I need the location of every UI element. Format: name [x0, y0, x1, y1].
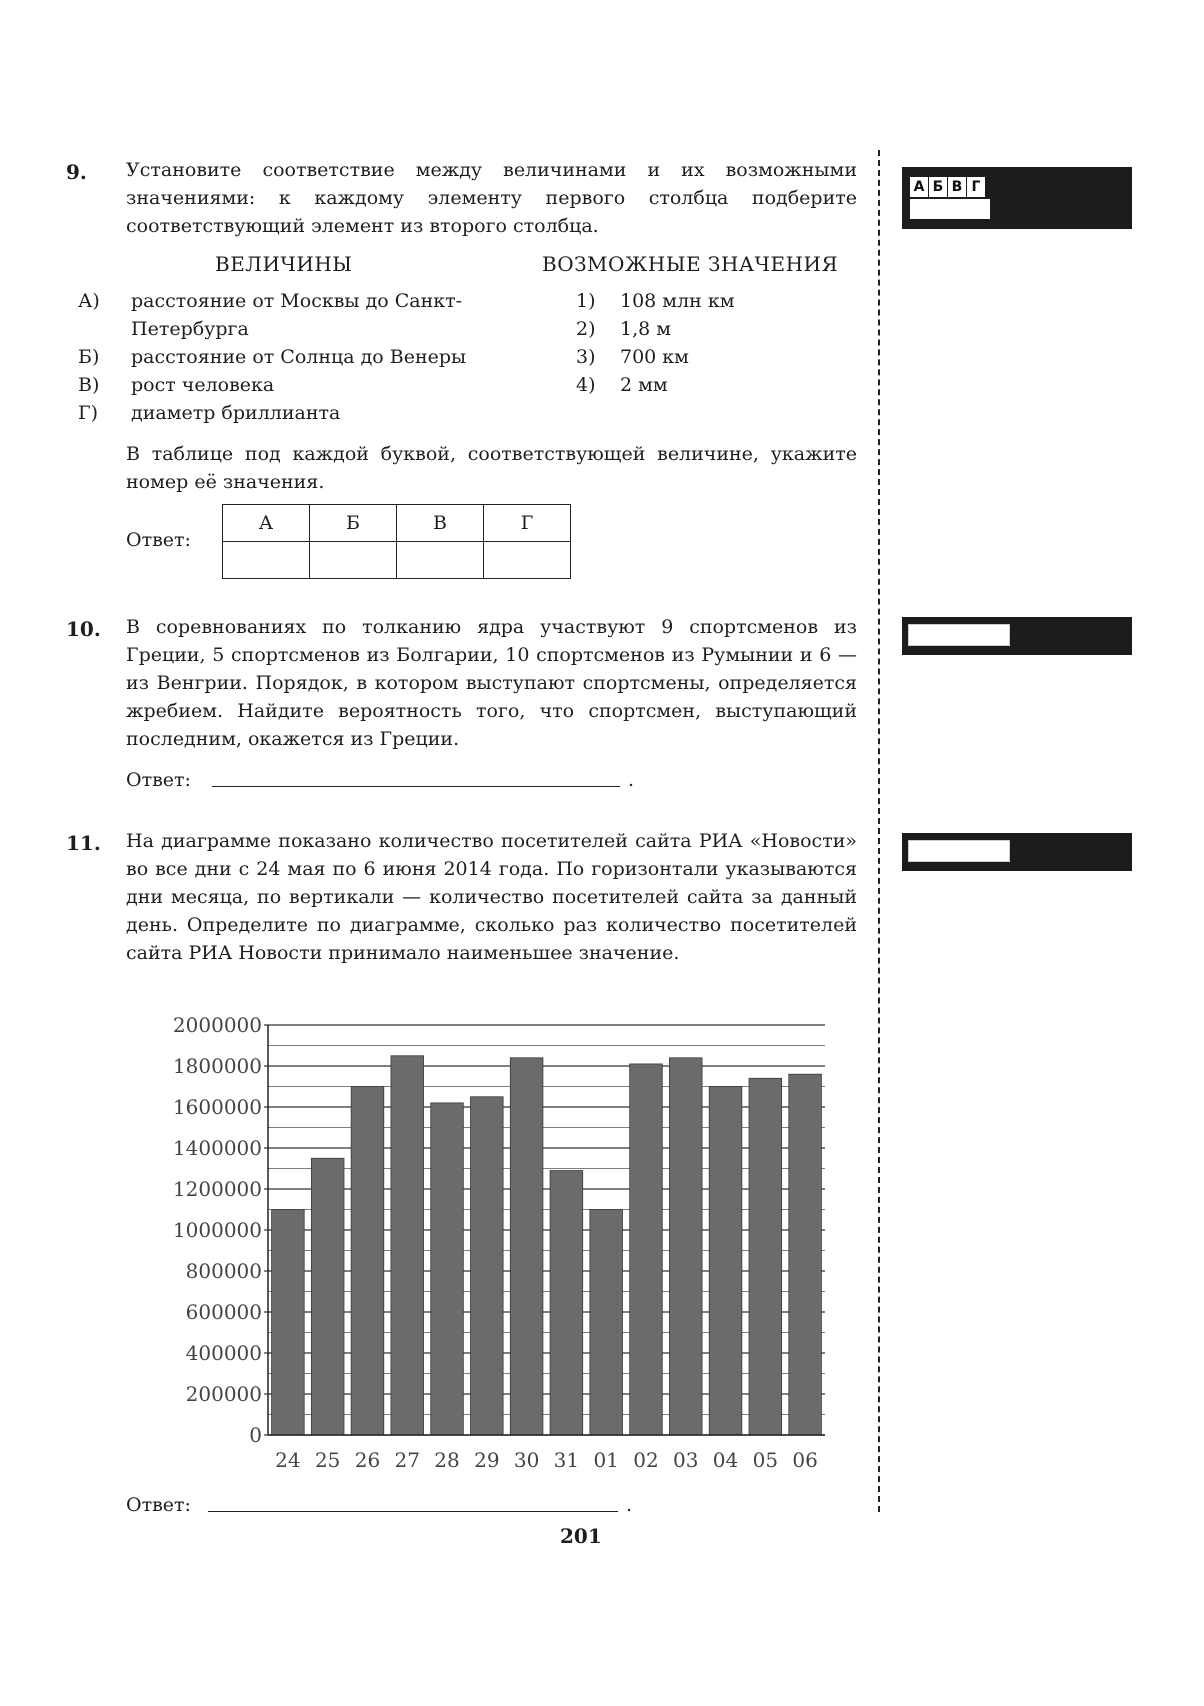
y-tick-label: 800000: [185, 1259, 262, 1283]
q11-side-answer-box: [902, 833, 1132, 871]
item-text: расстояние от Москвы до Санкт-: [131, 290, 463, 312]
x-tick-label: 29: [474, 1448, 500, 1472]
chart-bars: [272, 1056, 822, 1435]
x-tick-label: 04: [712, 1448, 739, 1472]
answer-header-v: В: [397, 505, 484, 542]
bar: [351, 1087, 384, 1436]
q10-side-answer-box: [902, 617, 1132, 655]
item-label: 2): [576, 318, 596, 340]
item-label: 1): [576, 290, 596, 312]
item-label: 4): [576, 374, 596, 396]
answer-header-g: Г: [484, 505, 571, 542]
y-tick-label: 1400000: [172, 1136, 262, 1160]
q11-answer-end: .: [626, 1494, 633, 1516]
item-label: В): [78, 374, 100, 396]
q9-side-answer-box: [902, 167, 1132, 229]
x-tick-label: 02: [633, 1448, 659, 1472]
item-label: А): [78, 290, 100, 312]
q9-right-item: [576, 371, 836, 399]
bar: [669, 1058, 702, 1435]
q9-right-item: [576, 315, 836, 343]
q11-side-input[interactable]: [908, 840, 1010, 862]
q9-right-item: [576, 287, 836, 315]
y-tick-label: 1800000: [172, 1054, 262, 1078]
chart-y-axis: [173, 1013, 268, 1447]
item-label: 3): [576, 346, 596, 368]
page-number: 201: [560, 1524, 602, 1548]
bar: [630, 1064, 663, 1435]
y-tick-label: 1600000: [172, 1095, 262, 1119]
item-text: рост человека: [131, 374, 275, 396]
q10-text: В соревнованиях по толканию ядра участвуют 9 спортсменов из Греции, 5 спортсменов из Болгарии, 10 спортсменов из Румынии и 6 — из Венгрии. Порядок, в котором выступают спортсмены, определяется жребием. Найдите вероятность того, что спортсмен, выступающий последним, окажется из Греции.: [126, 616, 857, 750]
q9-left-item: [78, 287, 498, 315]
x-tick-label: 26: [354, 1448, 381, 1472]
q10-answer-label: Ответ:: [126, 769, 191, 791]
bar: [471, 1097, 504, 1435]
bar: [590, 1210, 623, 1436]
side-letter-v: В: [948, 177, 966, 197]
bar: [789, 1074, 822, 1435]
side-letter-a: А: [910, 177, 928, 197]
answer-cell-v[interactable]: [397, 542, 484, 579]
item-text: 700 км: [620, 346, 689, 368]
answer-cell-g[interactable]: [484, 542, 571, 579]
x-tick-label: 24: [275, 1448, 301, 1472]
bar: [749, 1078, 782, 1435]
q9-number: 9.: [66, 160, 87, 184]
x-tick-label: 25: [314, 1448, 341, 1472]
bar: [311, 1158, 344, 1435]
q10-answer-end: .: [628, 769, 635, 791]
q9-left-header: ВЕЛИЧИНЫ: [215, 252, 353, 276]
y-tick-label: 200000: [185, 1382, 262, 1406]
side-letter-g: Г: [967, 177, 985, 197]
x-tick-label: 28: [434, 1448, 460, 1472]
q11-number: 11.: [66, 831, 101, 855]
x-tick-label: 01: [593, 1448, 619, 1472]
q10-number: 10.: [66, 617, 101, 641]
q10-answer-line[interactable]: [212, 768, 620, 787]
visitors-bar-chart: [150, 1005, 850, 1475]
item-label: [78, 315, 131, 343]
cut-line: [878, 150, 880, 1512]
q9-left-item: [78, 399, 498, 427]
q11-answer-line[interactable]: [208, 1493, 618, 1512]
x-tick-label: 06: [792, 1448, 818, 1472]
answer-cell-b[interactable]: [310, 542, 397, 579]
q9-side-input[interactable]: [910, 199, 990, 219]
item-label: Г): [78, 402, 98, 424]
answer-cell-a[interactable]: [223, 542, 310, 579]
bar: [550, 1171, 583, 1435]
q9-instruction: В таблице под каждой буквой, соответствующей величине, укажите номер её значения.: [126, 443, 857, 493]
answer-header-a: А: [223, 505, 310, 542]
bar: [272, 1210, 305, 1436]
q10-side-input[interactable]: [908, 624, 1010, 646]
item-label: Б): [78, 346, 100, 368]
q11-text: На диаграмме показано количество посетителей сайта РИА «Новости» во все дни с 24 мая по 6 июня 2014 года. По горизонтали указываются дни месяца, по вертикали — количество посетителей сайта за данный день. Определите по диаграмме, сколько раз количество посетителей сайта РИА Новости принимало наименьшее значение.: [126, 830, 857, 964]
q9-left-item: [78, 343, 498, 371]
q11-answer-label: Ответ:: [126, 1494, 191, 1516]
item-text: 1,8 м: [620, 318, 672, 340]
bar: [431, 1103, 464, 1435]
x-tick-label: 27: [394, 1448, 420, 1472]
q9-answer-table: [222, 504, 571, 579]
q9-answer-label: Ответ:: [126, 529, 191, 551]
x-tick-label: 03: [673, 1448, 699, 1472]
chart-x-axis: [268, 1435, 825, 1472]
side-letter-b: Б: [929, 177, 947, 197]
q9-left-item: [78, 371, 498, 399]
q9-right-item: [576, 343, 836, 371]
q9-right-header: ВОЗМОЖНЫЕ ЗНАЧЕНИЯ: [542, 252, 839, 276]
q9-right-list: [576, 287, 836, 399]
item-text: 108 млн км: [620, 290, 735, 312]
bar: [510, 1058, 543, 1435]
q9-left-item: [78, 315, 498, 343]
x-tick-label: 30: [513, 1448, 540, 1472]
answer-header-b: Б: [310, 505, 397, 542]
bar: [709, 1087, 742, 1436]
y-tick-label: 400000: [185, 1341, 262, 1365]
q9-side-letters: [910, 177, 985, 197]
x-tick-label: 31: [553, 1448, 580, 1472]
y-tick-label: 2000000: [172, 1013, 262, 1037]
bar: [391, 1056, 424, 1435]
item-text: 2 мм: [620, 374, 668, 396]
item-text: Петербурга: [131, 318, 249, 340]
q9-left-list: [78, 287, 498, 427]
y-tick-label: 600000: [185, 1300, 262, 1324]
item-text: расстояние от Солнца до Венеры: [131, 346, 467, 368]
q9-text: Установите соответствие между величинами и их возможными значениями: к каждому элементу первого столбца подберите соответствующий элемент из второго столбца.: [126, 159, 857, 237]
y-tick-label: 1200000: [172, 1177, 262, 1201]
x-tick-label: 05: [752, 1448, 779, 1472]
y-tick-label: 0: [249, 1423, 262, 1447]
item-text: диаметр бриллианта: [131, 402, 341, 424]
y-tick-label: 1000000: [172, 1218, 262, 1242]
